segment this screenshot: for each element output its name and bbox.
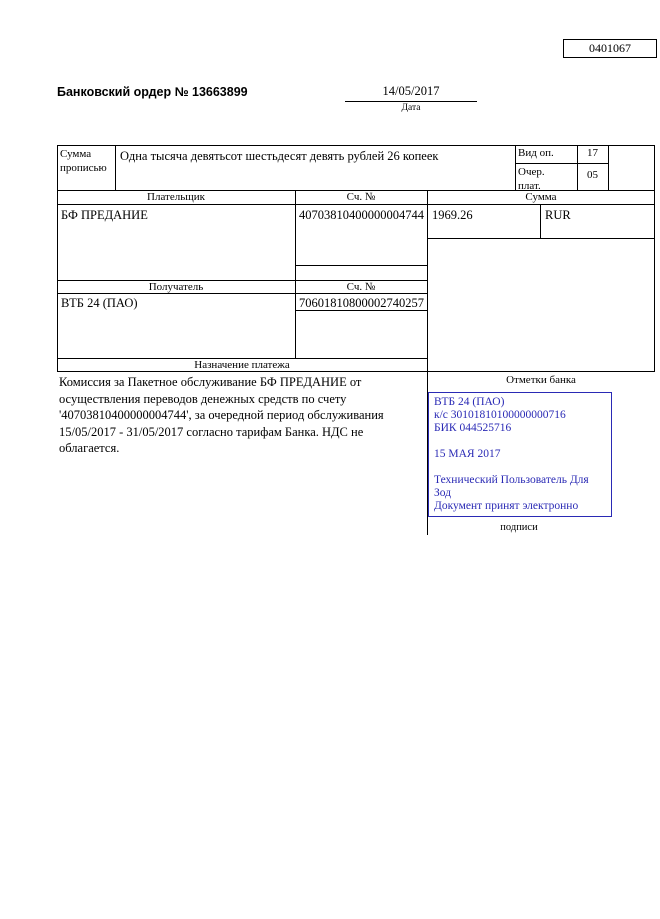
table-line-account-column xyxy=(295,190,296,358)
op-type-value: 17 xyxy=(587,147,598,159)
payer-account-header: Сч. № xyxy=(346,191,376,203)
date-label: Дата xyxy=(401,103,421,113)
priority-label: Очер. плат. xyxy=(518,166,545,192)
table-line-currency-divider xyxy=(540,204,541,238)
date-value: 14/05/2017 xyxy=(345,84,477,102)
amount-words-value: Одна тысяча девятьсот шестьдесят девять рублей 26 копеек xyxy=(120,149,439,163)
stamp-blank-2 xyxy=(434,461,606,474)
priority-value: 05 xyxy=(587,169,598,181)
signatures-label: подписи xyxy=(500,522,538,533)
payer-header: Плательщик xyxy=(147,191,205,203)
table-line-amount-words-label xyxy=(115,145,116,190)
table-border-left xyxy=(57,145,58,371)
payee-account: 70601810800002740257 xyxy=(299,296,424,310)
payee-header: Получатель xyxy=(148,281,204,293)
table-line-op-row xyxy=(515,163,608,164)
stamp-bik: БИК 044525716 xyxy=(434,422,512,434)
payee-account-header: Сч. № xyxy=(346,281,376,293)
purpose-text: Комиссия за Пакетное обслуживание БФ ПРЕДАНИЕ от осуществления переводов денежных средств по счету '40703810400000004744', за очередной период обслуживания 15/05/2017 - 31/05/2017 согласно тарифам Банка. НДС не облагается. xyxy=(59,375,384,455)
amount-value: 1969.26 xyxy=(432,208,473,222)
table-line-op-value-right xyxy=(608,145,609,190)
stamp-blank-1 xyxy=(434,435,606,448)
stamp-operator-line-1: Технический Пользователь Для xyxy=(434,474,589,486)
bank-marks-header: Отметки банка xyxy=(506,374,576,386)
stamp-operator-line-2: Зод xyxy=(434,487,452,499)
amount-words-label: Сумма прописью xyxy=(60,148,107,174)
bank-stamp xyxy=(428,392,612,517)
op-type-label: Вид оп. xyxy=(518,147,554,159)
currency-code: RUR xyxy=(545,208,571,222)
table-line-payer-account-bottom xyxy=(295,265,427,266)
payer-name: БФ ПРЕДАНИЕ xyxy=(61,208,148,222)
stamp-accepted-note: Документ принят электронно xyxy=(434,500,579,512)
amount-header: Сумма xyxy=(525,191,557,203)
document-title: Банковский ордер № 13663899 xyxy=(57,85,248,99)
stamp-date: 15 МАЯ 2017 xyxy=(434,448,501,460)
form-code-box: 0401067 xyxy=(563,39,657,58)
table-border-top xyxy=(57,145,655,146)
date-block xyxy=(345,84,477,113)
purpose-header: Назначение платежа xyxy=(194,359,290,371)
stamp-corr-account: к/с 30101810100000000716 xyxy=(434,409,566,421)
payee-name: ВТБ 24 (ПАО) xyxy=(61,296,138,310)
table-line-amount-bottom xyxy=(427,238,655,239)
table-line-op-left xyxy=(515,145,516,190)
table-border-right xyxy=(654,145,655,371)
payer-account: 40703810400000004744 xyxy=(299,208,424,222)
stamp-bank-name: ВТБ 24 (ПАО) xyxy=(434,396,505,408)
